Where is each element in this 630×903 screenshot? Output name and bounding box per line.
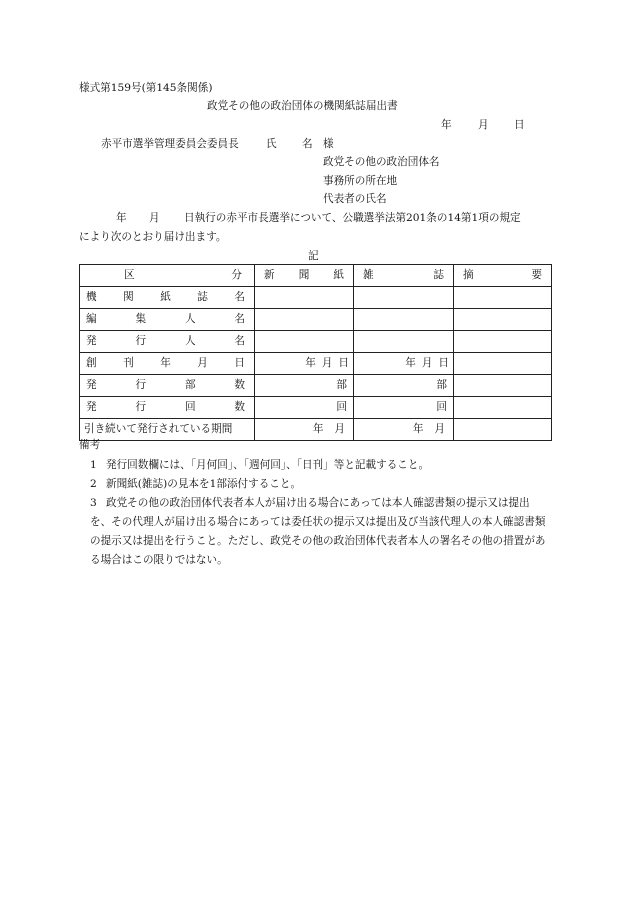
table-row bbox=[80, 331, 552, 353]
table-row bbox=[80, 397, 552, 419]
date-day: 日 bbox=[514, 119, 525, 131]
cell-newspaper-editor-name[interactable] bbox=[255, 309, 354, 331]
table-header-row bbox=[80, 265, 552, 287]
header-category: 区 分 bbox=[80, 265, 255, 287]
addressee-sama: 様 bbox=[323, 138, 334, 150]
notes-heading: 備考 bbox=[79, 439, 101, 451]
cell-magazine-publisher-name[interactable] bbox=[354, 331, 454, 353]
note-item bbox=[90, 456, 550, 475]
note-text: 発行回数欄には、「月何回」、「週何回」、「日刊」等と記載すること。 bbox=[106, 459, 430, 471]
row-label-frequency: 発 行 回 数 bbox=[80, 397, 255, 419]
note-item bbox=[90, 475, 550, 494]
cell-magazine-editor-name[interactable] bbox=[354, 309, 454, 331]
note-text: 政党その他の政治団体代表者本人が届け出る場合にあっては本人確認書類の提示又は提出を、その代理人が届け出る場合にあっては委任状の提示又は提出及び当該代理人の本人確認書類の提示又は提出を行うこと。ただし、政党その他の政治団体代表者本人の署名その他の措置がある場合はこの限りではない。 bbox=[90, 497, 546, 566]
cell-remarks-frequency[interactable] bbox=[454, 397, 552, 419]
row-label-founding-date: 創 刊 年 月 日 bbox=[80, 353, 255, 375]
note-number: 1 bbox=[90, 459, 97, 471]
row-label-publisher-name: 発 行 人 名 bbox=[80, 331, 255, 353]
cell-magazine-continuous-period[interactable]: 年 月 bbox=[354, 419, 454, 441]
cell-newspaper-circulation[interactable]: 部 bbox=[255, 375, 354, 397]
body-year: 年 bbox=[116, 212, 127, 224]
document-title: 政党その他の政治団体の機関紙誌届出書 bbox=[207, 100, 398, 112]
cell-magazine-founding-date[interactable]: 年 月 日 bbox=[354, 353, 454, 375]
table-row bbox=[80, 309, 552, 331]
cell-remarks-circulation[interactable] bbox=[454, 375, 552, 397]
row-label-editor-name: 編 集 人 名 bbox=[80, 309, 255, 331]
date-month: 月 bbox=[478, 119, 489, 131]
cell-newspaper-frequency[interactable]: 回 bbox=[255, 397, 354, 419]
body-text-line1: 日執行の赤平市長選挙について、公職選挙法第201条の14第1項の規定 bbox=[184, 212, 521, 224]
date-year: 年 bbox=[441, 119, 452, 131]
table-row bbox=[80, 353, 552, 375]
cell-newspaper-publication-name[interactable] bbox=[255, 287, 354, 309]
table-row bbox=[80, 375, 552, 397]
notification-table bbox=[79, 264, 552, 441]
cell-remarks-publisher-name[interactable] bbox=[454, 331, 552, 353]
cell-remarks-publication-name[interactable] bbox=[454, 287, 552, 309]
table-row bbox=[80, 419, 552, 441]
form-number: 様式第159号(第145条関係) bbox=[79, 82, 213, 94]
table-row bbox=[80, 287, 552, 309]
ki-mark: 記 bbox=[308, 250, 319, 262]
row-label-continuous-period: 引き続いて発行されている期間 bbox=[80, 419, 255, 441]
applicant-party-name: 政党その他の政治団体名 bbox=[323, 156, 440, 168]
cell-newspaper-founding-date[interactable]: 年 月 日 bbox=[255, 353, 354, 375]
note-text: 新聞紙(雑誌)の見本を1部添付すること。 bbox=[106, 478, 302, 490]
header-magazine: 雑 誌 bbox=[354, 265, 454, 287]
cell-remarks-continuous-period[interactable] bbox=[454, 419, 552, 441]
header-newspaper: 新 聞 紙 bbox=[255, 265, 354, 287]
cell-newspaper-publisher-name[interactable] bbox=[255, 331, 354, 353]
addressee-shi: 氏 bbox=[266, 138, 277, 150]
cell-magazine-frequency[interactable]: 回 bbox=[354, 397, 454, 419]
cell-magazine-publication-name[interactable] bbox=[354, 287, 454, 309]
cell-magazine-circulation[interactable]: 部 bbox=[354, 375, 454, 397]
applicant-representative: 代表者の氏名 bbox=[323, 193, 387, 205]
row-label-publication-name: 機 関 紙 誌 名 bbox=[80, 287, 255, 309]
note-item bbox=[90, 494, 550, 570]
addressee-mei: 名 bbox=[302, 138, 313, 150]
body-text-line2: により次のとおり届け出ます。 bbox=[79, 231, 227, 243]
header-remarks: 摘 要 bbox=[454, 265, 552, 287]
cell-remarks-founding-date[interactable] bbox=[454, 353, 552, 375]
body-month: 月 bbox=[149, 212, 160, 224]
addressee-org: 赤平市選挙管理委員会委員長 bbox=[101, 138, 239, 150]
applicant-office: 事務所の所在地 bbox=[323, 175, 398, 187]
cell-remarks-editor-name[interactable] bbox=[454, 309, 552, 331]
note-number: 3 bbox=[90, 497, 97, 509]
cell-newspaper-continuous-period[interactable]: 年 月 bbox=[255, 419, 354, 441]
note-number: 2 bbox=[90, 478, 97, 490]
row-label-circulation: 発 行 部 数 bbox=[80, 375, 255, 397]
